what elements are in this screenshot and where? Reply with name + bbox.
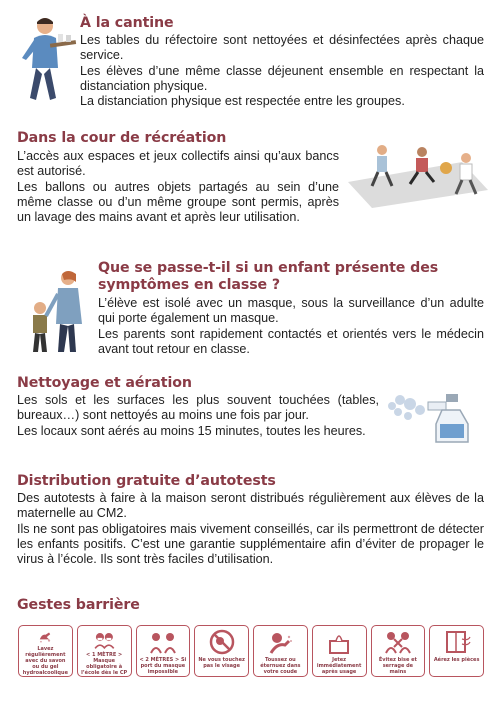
cantine-section: [80, 15, 484, 109]
nettoyage-line-2: Les locaux sont aérés au moins 15 minutes, toutes les heures.: [17, 423, 366, 438]
cough-elbow-icon: [265, 629, 295, 655]
cour-line-2: Les ballons ou autres objets partagés au sein d’une même classe ou d’un même groupe sont permis, après un lavage des mains avant et après leur utilisation.: [17, 179, 339, 225]
cour-line-1: L’accès aux espaces et jeux collectifs ainsi qu’aux bancs est autorisé.: [17, 149, 339, 179]
gestes-heading: Gestes barrière: [17, 597, 140, 613]
geste-card-no-touch: [194, 625, 249, 677]
no-touch-face-icon: [207, 629, 237, 655]
ventilate-window-icon: [442, 629, 472, 655]
geste-card-handwash: [18, 625, 73, 677]
gestes-section: [17, 597, 484, 614]
symptomes-line-2: Les parents sont rapidement contactés et orientés vers le médecin avant tout retour en classe.: [98, 326, 484, 356]
child-with-tray-icon: [12, 14, 78, 106]
playground-children-icon: [342, 142, 488, 210]
nettoyage-illustration: [384, 384, 488, 446]
handwash-icon: [30, 629, 60, 644]
symptomes-line-1: L’élève est isolé avec un masque, sous la surveillance d’un adulte qui porte également un masque.: [98, 296, 484, 326]
cantine-illustration: [12, 14, 78, 106]
nettoyage-line-1: Les sols et les surfaces les plus souvent touchées (tables, bureaux…) sont nettoyés au moins une fois par jour.: [17, 393, 379, 423]
spray-bottle-icon: [384, 384, 488, 446]
geste-card-distance: [136, 625, 191, 677]
nettoyage-heading: Nettoyage et aération: [17, 375, 192, 391]
symptomes-heading-line-1: Que se passe-t-il si un enfant présente des: [98, 260, 439, 276]
cour-heading: Dans la cour de récréation: [17, 130, 227, 146]
autotests-line-1: Des autotests à faire à la maison seront distribués régulièrement aux élèves de la maternelle au CM2.: [17, 491, 484, 521]
adult-child-icon: [16, 268, 96, 354]
geste-caption-5: Toussez ou éternuez dans votre coude: [260, 657, 301, 675]
autotests-section: [17, 473, 484, 567]
cantine-line-3: La distanciation physique est respectée entre les groupes.: [80, 94, 405, 109]
tissue-box-icon: [324, 629, 354, 655]
geste-card-no-kiss: [371, 625, 426, 677]
cour-section: [17, 130, 339, 225]
geste-caption-7: Évitez bise et serrage de mains: [378, 657, 417, 675]
geste-caption-3: < 2 MÈTRES > Si port du masque impossible: [139, 657, 187, 675]
distance-icon: [148, 629, 178, 655]
cantine-line-1: Les tables du réfectoire sont nettoyées et désinfectées après chaque service.: [80, 33, 484, 63]
geste-card-mask: [77, 625, 132, 677]
geste-caption-4: Ne vous touchez pas le visage: [198, 657, 245, 669]
symptomes-heading-line-2: symptômes en classe ?: [98, 277, 281, 293]
geste-card-cough: [253, 625, 308, 677]
autotests-line-2: Ils ne sont pas obligatoires mais vivement conseillés, car ils permettront de détecter les enfants positifs. C’est une garantie supplémentaire afin d’éviter de propager le virus à l’école. Ils sont très faciles d’utilisation.: [17, 521, 484, 567]
geste-caption-2: < 1 MÈTRE > Masque obligatoire à l’école dès le CP: [81, 652, 128, 676]
symptomes-illustration: [16, 268, 96, 354]
nettoyage-section: [17, 375, 379, 439]
no-kiss-icon: [383, 629, 413, 655]
cantine-heading: À la cantine: [80, 15, 174, 31]
cour-illustration: [342, 142, 488, 210]
geste-caption-6: Jetez immédiatement après usage: [316, 657, 362, 675]
geste-card-tissue: [312, 625, 367, 677]
geste-card-ventilate: [429, 625, 484, 677]
symptomes-section: [98, 260, 484, 357]
cantine-line-2: Les élèves d’une même classe déjeunent ensemble en respectant la distanciation physique.: [80, 63, 484, 93]
autotests-heading: Distribution gratuite d’autotests: [17, 473, 276, 489]
geste-caption-1: Lavez régulièrement avec du savon ou du gel hydroalcoolique: [22, 646, 68, 676]
mask-icon: [89, 629, 119, 650]
geste-caption-8: Aérez les pièces: [433, 657, 480, 663]
gestes-icons-row: [18, 625, 484, 677]
